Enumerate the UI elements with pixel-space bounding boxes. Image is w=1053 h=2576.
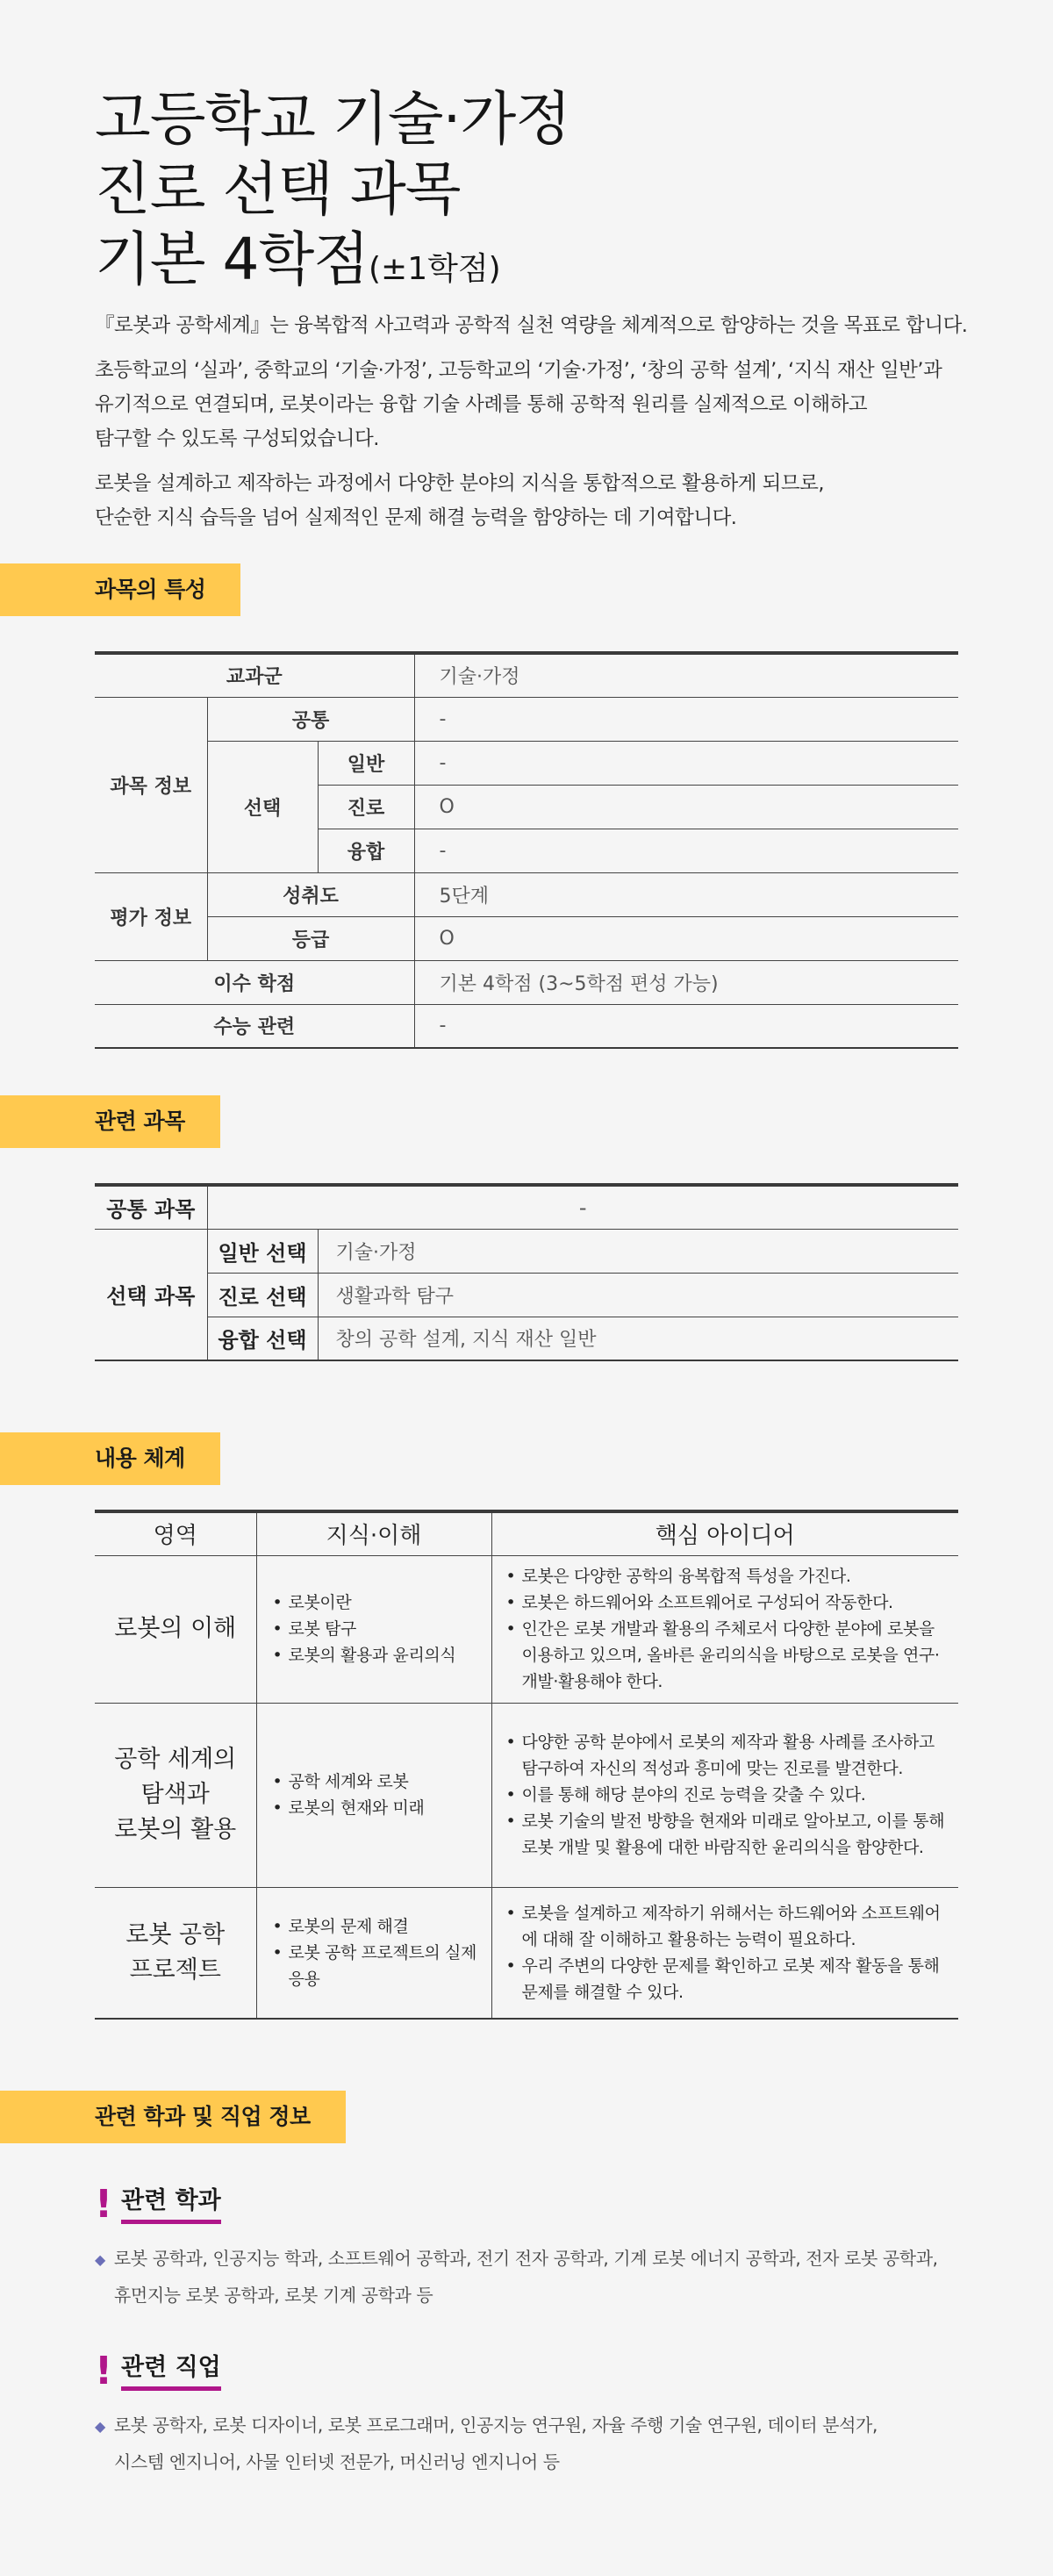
section-tag-features: 과목의 특성 [0, 563, 240, 616]
list-item: • 로봇은 다양한 공학의 융복합적 특성을 가진다. [505, 1563, 954, 1589]
table-header-row [95, 1511, 958, 1555]
area-text: 로봇 공학 [125, 1920, 226, 1948]
table-row [95, 916, 958, 960]
table-row [95, 1887, 958, 2019]
table-row [95, 960, 958, 1004]
cell-value: - [414, 1004, 958, 1048]
cell-value: 5단계 [414, 872, 958, 916]
area-cell [95, 1703, 256, 1887]
area-text: 로봇의 활용 [114, 1816, 237, 1843]
table-row [95, 1185, 958, 1229]
list-item: • 이를 통해 해당 분야의 진로 능력을 갖출 수 있다. [505, 1782, 954, 1808]
related-jobs-label: 관련 직업 [121, 2353, 221, 2391]
intro-line: 로봇을 설계하고 제작하는 과정에서 다양한 분야의 지식을 통합적으로 활용하게 되므로, [95, 472, 824, 495]
cell-label: 과목 정보 [95, 697, 207, 872]
table-row [95, 1555, 958, 1703]
ideas-cell [491, 1703, 958, 1887]
page-title [95, 84, 570, 305]
table-row [95, 1273, 958, 1317]
header-knowledge: 지식·이해 [256, 1511, 491, 1555]
cell-label: 진로 [318, 785, 414, 829]
header-ideas: 핵심 아이디어 [491, 1511, 958, 1555]
cell-value: - [414, 741, 958, 785]
table-row [95, 1229, 958, 1273]
list-item: • 로봇이란 [271, 1589, 491, 1616]
cell-label: 수능 관련 [95, 1004, 414, 1048]
cell-value: 기본 4학점 (3~5학점 편성 가능) [414, 960, 958, 1004]
area-text: 탐색과 [140, 1781, 210, 1808]
cell-value: 기술·가정 [318, 1229, 958, 1273]
area-cell [95, 1555, 256, 1703]
cell-label: 평가 정보 [95, 872, 207, 960]
intro-line: 탐구할 수 있도록 구성되었습니다. [95, 427, 379, 450]
list-item: • 로봇의 문제 해결 [271, 1913, 491, 1940]
list-item: • 다양한 공학 분야에서 로봇의 제작과 활용 사례를 조사하고 탐구하여 자신의 적성과 흥미에 맞는 진로를 발견한다. [505, 1729, 954, 1782]
cell-label: 선택 과목 [95, 1229, 207, 1360]
list-item: • 로봇은 하드웨어와 소프트웨어로 구성되어 작동한다. [505, 1589, 954, 1616]
content-table [95, 1510, 958, 2020]
list-item: • 로봇 기술의 발전 방향을 현재와 미래로 알아보고, 이를 통해 로봇 개발 및 활용에 대한 바람직한 윤리의식을 함양한다. [505, 1808, 954, 1861]
area-cell [95, 1887, 256, 2019]
related-departments-heading [95, 2182, 221, 2227]
intro-paragraph-3 [95, 467, 1016, 535]
table-row [95, 1317, 958, 1360]
cell-label: 일반 선택 [207, 1229, 318, 1273]
table-row [95, 741, 958, 785]
cell-label: 일반 [318, 741, 414, 785]
section-tag-careers: 관련 학과 및 직업 정보 [0, 2091, 346, 2143]
cell-value: 생활과학 탐구 [318, 1273, 958, 1317]
diamond-bullet-icon: ◆ [95, 2418, 105, 2435]
list-item: • 로봇을 설계하고 제작하기 위해서는 하드웨어와 소프트웨어에 대해 잘 이해하고 활용하는 능력이 필요하다. [505, 1900, 954, 1953]
cell-value: 창의 공학 설계, 지식 재산 일반 [318, 1317, 958, 1360]
section-tag-content: 내용 체계 [0, 1432, 220, 1485]
list-item: • 공학 세계와 로봇 [271, 1769, 491, 1795]
table-row [95, 653, 958, 697]
area-text: 프로젝트 [129, 1955, 221, 1984]
intro-paragraph-2 [95, 354, 1016, 456]
knowledge-cell [256, 1555, 491, 1703]
cell-label: 이수 학점 [95, 960, 414, 1004]
related-jobs-list [95, 2407, 972, 2479]
title-credit-range: (±1학점) [369, 251, 501, 287]
table-row [95, 1004, 958, 1048]
intro-line: 초등학교의 ‘실과’, 중학교의 ‘기술·가정’, 고등학교의 ‘기술·가정’, ‘창의 공학 설계’, ‘지식 재산 일반’과 [95, 359, 942, 382]
related-departments-label: 관련 학과 [121, 2186, 221, 2224]
table-row [95, 872, 958, 916]
cell-label: 융합 선택 [207, 1317, 318, 1360]
title-line-2: 진로 선택 과목 [95, 155, 461, 223]
list-item: • 로봇 탐구 [271, 1616, 491, 1642]
features-table [95, 651, 958, 1049]
cell-value: - [414, 697, 958, 741]
list-item: • 우리 주변의 다양한 문제를 확인하고 로봇 제작 활동을 통해 문제를 해결할 수 있다. [505, 1953, 954, 2006]
cell-label: 교과군 [95, 653, 414, 697]
intro-line: 단순한 지식 습득을 넘어 실제적인 문제 해결 능력을 함양하는 데 기여합니다. [95, 506, 737, 529]
cell-label: 선택 [207, 741, 318, 872]
intro-line: 유기적으로 연결되며, 로봇이라는 융합 기술 사례를 통해 공학적 원리를 실제적으로 이해하고 [95, 393, 868, 416]
list-item: • 로봇 공학 프로젝트의 실제 응용 [271, 1940, 491, 1992]
title-credits: 기본 4학점 [95, 226, 369, 293]
cell-value: 기술·가정 [414, 653, 958, 697]
ideas-cell [491, 1555, 958, 1703]
header-area: 영역 [95, 1511, 256, 1555]
exclamation-icon: ! [95, 2182, 113, 2227]
cell-label: 진로 선택 [207, 1273, 318, 1317]
cell-value: O [414, 785, 958, 829]
knowledge-cell [256, 1703, 491, 1887]
cell-value: - [207, 1185, 958, 1229]
departments-text: 로봇 공학과, 인공지능 학과, 소프트웨어 공학과, 전기 전자 공학과, 기계 로봇 에너지 공학과, 전자 로봇 공학과, [113, 2248, 938, 2269]
related-departments-list [95, 2241, 972, 2313]
jobs-text: 시스템 엔지니어, 사물 인터넷 전문가, 머신러닝 엔지니어 등 [114, 2451, 560, 2472]
ideas-cell [491, 1887, 958, 2019]
knowledge-cell [256, 1887, 491, 2019]
related-jobs-heading [95, 2349, 221, 2393]
departments-text: 휴먼지능 로봇 공학과, 로봇 기계 공학과 등 [114, 2285, 433, 2306]
cell-label: 공통 [207, 697, 414, 741]
title-line-1: 고등학교 기술·가정 [95, 85, 571, 153]
cell-label: 성취도 [207, 872, 414, 916]
area-text: 공학 세계의 [114, 1746, 237, 1773]
section-tag-related-subjects: 관련 과목 [0, 1095, 220, 1148]
title-line-3 [95, 225, 570, 305]
cell-value: O [414, 916, 958, 960]
list-item: • 로봇의 활용과 윤리의식 [271, 1642, 491, 1668]
list-item [95, 2241, 972, 2278]
cell-value: - [414, 829, 958, 872]
list-item: • 인간은 로봇 개발과 활용의 주체로서 다양한 분야에 로봇을 이용하고 있으며, 올바른 윤리의식을 바탕으로 로봇을 연구·개발·활용해야 한다. [505, 1616, 954, 1695]
area-text: 로봇의 이해 [114, 1615, 237, 1642]
diamond-bullet-icon: ◆ [95, 2251, 105, 2268]
jobs-text: 로봇 공학자, 로봇 디자이너, 로봇 프로그래머, 인공지능 연구원, 자율 주행 기술 연구원, 데이터 분석가, [113, 2415, 878, 2436]
exclamation-icon: ! [95, 2349, 113, 2393]
cell-label: 등급 [207, 916, 414, 960]
table-row [95, 697, 958, 741]
intro-text [95, 309, 1016, 546]
list-item [95, 2407, 972, 2444]
intro-paragraph-1: 『로봇과 공학세계』는 융복합적 사고력과 공학적 실천 역량을 체계적으로 함양하는 것을 목표로 합니다. [95, 314, 968, 337]
list-item: • 로봇의 현재와 미래 [271, 1795, 491, 1821]
cell-label: 융합 [318, 829, 414, 872]
table-row [95, 1703, 958, 1887]
cell-label: 공통 과목 [95, 1185, 207, 1229]
related-subjects-table [95, 1183, 958, 1361]
